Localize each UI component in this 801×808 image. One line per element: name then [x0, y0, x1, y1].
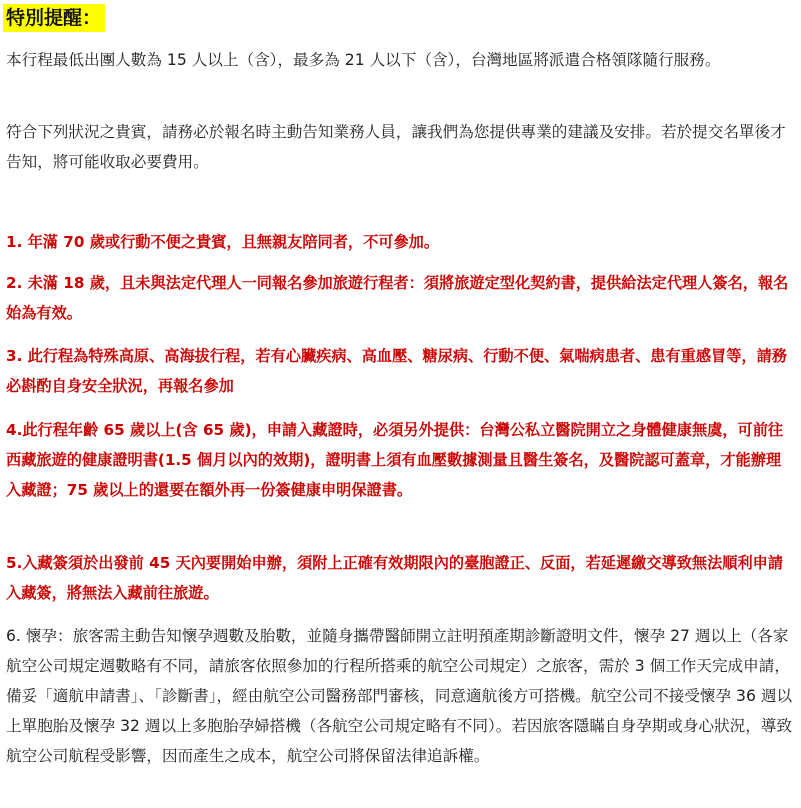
notice-item-6-pregnancy: 6. 懷孕：旅客需主動告知懷孕週數及胎數，並隨身攜帶醫師開立註明預產期診斷證明文件，懷孕 27 週以上（各家航空公司規定週數略有不同，請旅客依照參加的行程所搭乘的航空公司規定）之旅客，需於 3 個工作天完成申請，備妥「適航申請書」、「診斷書」，經由航空公司醫務部門審核，同意適航後方可搭機。航空公司不接受懷孕 36 週以上單胞胎及懷孕 32 週以上多胞胎孕婦搭機（各航空公司規定略有不同）。若因旅客隱瞞自身孕期或身心狀況，導致航空公司航程受影響，因而產生之成本，航空公司將保留法律追訴權。	[6, 627, 793, 765]
intro-paragraph-notify: 符合下列狀況之貴賓，請務必於報名時主動告知業務人員，讓我們為您提供專業的建議及安排。若於提交名單後才告知，將可能收取必要費用。	[6, 123, 786, 171]
intro-paragraph-group-size: 本行程最低出團人數為 15 人以上（含），最多為 21 人以下（含），台灣地區將派遣合格領隊隨行服務。	[6, 51, 721, 69]
notice-item-5: 5.入藏簽須於出發前 45 天內要開始申辦，須附上正確有效期限內的臺胞證正、反面，若延遲繳交導致無法順利申請入藏簽，將無法入藏前往旅遊。	[6, 554, 784, 602]
notice-item-1: 1. 年滿 70 歲或行動不便之貴賓，且無親友陪同者，不可參加。	[6, 233, 440, 251]
notice-item-3: 3. 此行程為特殊高原、高海拔行程，若有心臟疾病、高血壓、糖尿病、行動不便、氣喘病患者、患有重感冒等，請務必斟酌自身安全狀況，再報名參加	[6, 347, 787, 395]
notice-item-4: 4.此行程年齡 65 歲以上(含 65 歲)，申請入藏證時，必須另外提供：台灣公私立醫院開立之身體健康無虞，可前往西藏旅遊的健康證明書(1.5 個月以內的效期)，證明書上須有血壓數據測量且醫生簽名，及醫院認可蓋章，才能辦理入藏證；75 歲以上的還要在額外再一份簽健康申明保證書。	[6, 421, 784, 499]
notice-item-2: 2. 未滿 18 歲，且未與法定代理人一同報名參加旅遊行程者：須將旅遊定型化契約書，提供給法定代理人簽名，報名始為有效。	[6, 274, 789, 322]
notice-title: 特別提醒：	[3, 4, 105, 32]
